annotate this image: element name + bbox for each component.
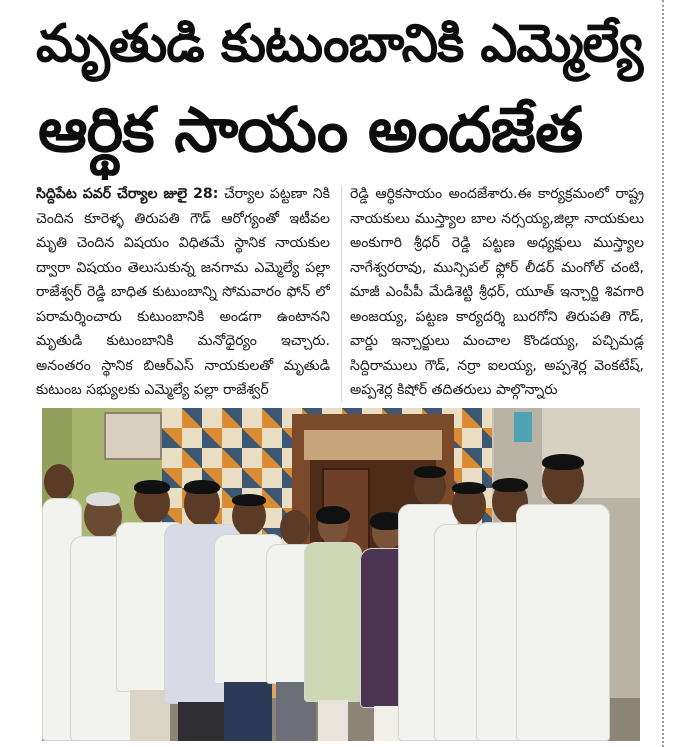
article-text-left: చేర్యాల పట్టణా నికి చెందిన కూరెళ్ళ తిరుపతి గౌడ్ ఆరోగ్యంతో ఇటీవల మృతి చెందిన విషయం విధితమే స్థానిక నాయకుల ద్వారా విషయం తెలుసుకున్న జనగామ ఎమ్మెల్యే పల్లా రాజేశ్వర్ రెడ్డి బాధిత కుటుంబాన్ని సోమవారం ఫోన్ లో పరామర్శించారు కుటుంబానికి అండగా ఉంటానని మృతుడి కుటుంబానికి మనోధైర్యం ఇచ్చారు. అనంతరం స్థానిక బిఆర్ఎస్ నాయకులతో మృతుడి కుటుంబ సభ్యులకు ఎమ్మెల్యే పల్లా రాజేశ్వర్	[36, 186, 330, 398]
headline-line-1: మృతుడి కుటుంబానికి ఎమ్మెల్యే	[36, 14, 643, 74]
photo-teal-object	[514, 412, 532, 442]
article-text-right: రెడ్డి ఆర్థికసాయం అందజేశారు.ఈ కార్యక్రమంలో రాష్ట్ర నాయకులు ముస్త్యాల బాల నర్సయ్య,జిల్లా నాయకులు అంకుగారి శ్రీధర్ రెడ్డి పట్టణ అధ్యక్షులు ముస్త్యాల నాగేశ్వరరావు, మున్సిపల్ ఫ్లోర్ లీడర్ మంగోల్ చంటి, మాజీ ఎంపీపీ మేడిశెట్టి శ్రీధర్, యూత్ ఇన్చార్జి శివగారి అంజయ్య, పట్టణ కార్యదర్శి బురగోని తిరుపతి గౌడ్, వార్డు ఇన్చార్జులు మంచాల కొండయ్య, పచ్చిమడ్ల సిద్దిరాములు గౌడ్, నర్రా ఐలయ్య, అప్పశెర్ల వెంకటేష్, అప్పశెర్ల కిషోర్ తదితరులు పాల్గొన్నారు	[350, 186, 644, 398]
photo-meter-box	[104, 412, 162, 460]
page-edge-rule	[662, 0, 664, 747]
dateline: సిద్దిపేట పవర్ చేర్యాల జులై 28:	[36, 186, 219, 202]
article-column-left	[36, 182, 330, 406]
photo-door-arch	[304, 430, 442, 460]
person-7-woman	[302, 508, 364, 741]
column-divider	[341, 186, 342, 402]
person-12	[512, 456, 612, 741]
headline-line-2: ఆర్థిక సాయం అందజేత	[38, 93, 583, 166]
article-column-right	[350, 182, 644, 406]
article-body	[36, 182, 642, 406]
news-photo	[42, 408, 640, 741]
